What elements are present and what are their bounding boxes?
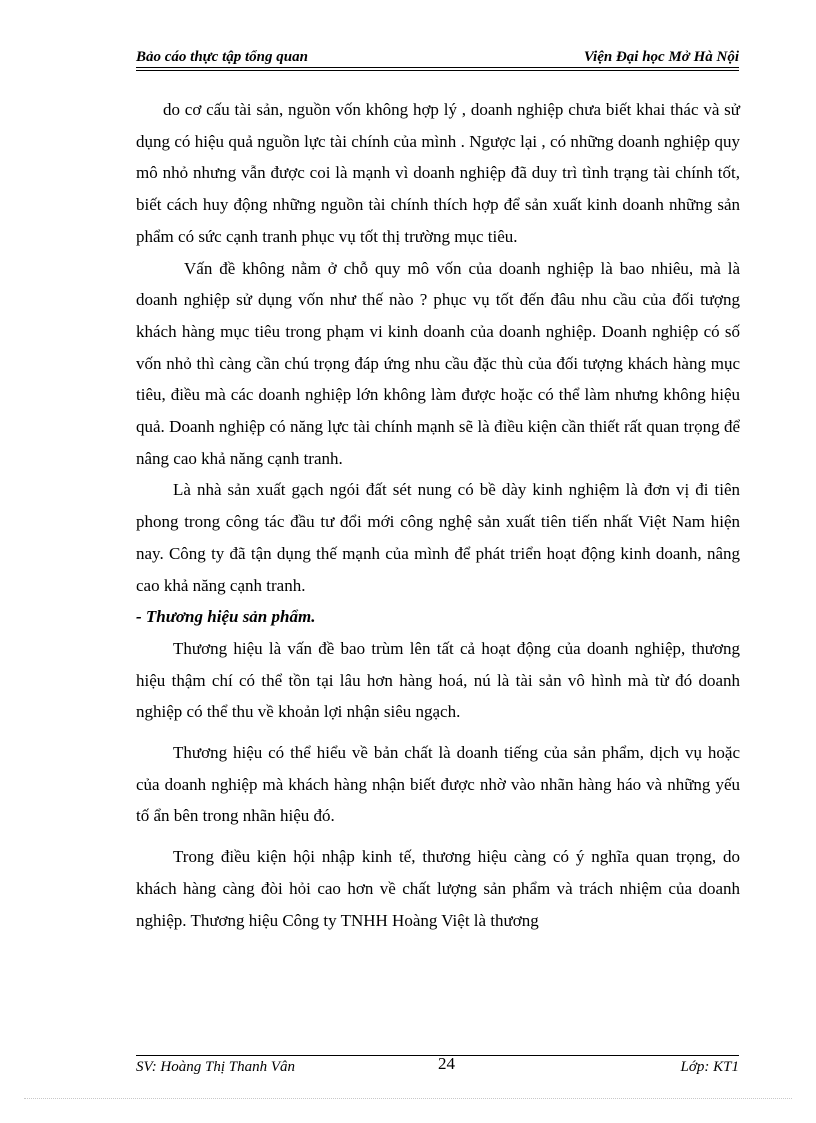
footer-student-name: SV: Hoàng Thị Thanh Vân bbox=[136, 1059, 296, 1075]
footer-class: Lớp: KT1 bbox=[680, 1059, 739, 1075]
header-institution: Viện Đại học Mở Hà Nội bbox=[583, 49, 739, 65]
page-number: 24 bbox=[438, 1054, 455, 1073]
page-bottom-dotted-line bbox=[24, 1098, 792, 1099]
page-header bbox=[136, 46, 739, 66]
paragraph-4: Thương hiệu là vấn đề bao trùm lên tất cả hoạt động của doanh nghiệp, thương hiệu thậm chí có thể tồn tại lâu hơn hàng hoá, nú là tài sản vô hình mà từ đó doanh nghiệp có thể thu về khoản lợi nhận siêu ngạch. bbox=[136, 638, 740, 722]
section-heading: - Thương hiệu sản phẩm. bbox=[136, 607, 316, 627]
paragraph-6: Trong điều kiện hội nhập kinh tế, thương hiệu càng có ý nghĩa quan trọng, do khách hàng càng đòi hỏi cao hơn về chất lượng sản phẩm và trách nhiệm của doanh nghiệp. Thương hiệu Công ty TNHH Hoàng Việt là thương bbox=[136, 847, 740, 930]
header-report-title: Bảo cáo thực tập tổng quan bbox=[136, 49, 308, 65]
paragraph-3: Là nhà sản xuất gạch ngói đất sét nung có bề dày kinh nghiệm là đơn vị đi tiên phong trong công tác đầu tư đổi mới công nghệ sản xuất tiên tiến nhất Việt Nam hiện nay. Công ty đã tận dụng thế mạnh của mình để phát triển hoạt động kinh doanh, nâng cao khả năng cạnh tranh. bbox=[136, 480, 740, 595]
paragraph-1: do cơ cấu tài sản, nguồn vốn không hợp lý , doanh nghiệp chưa biết khai thác và sử dụng có hiệu quả nguồn lực tài chính của mình . Ngược lại , có những doanh nghiệp quy mô nhỏ nhưng vẫn được coi là mạnh vì doanh nghiệp đã duy trì tình trạng tài chính tốt, biết cách huy động những nguồn tài chính thích hợp để sản xuất kinh doanh những sản phẩm có sức cạnh tranh phục vụ tốt thị trường mục tiêu. bbox=[136, 100, 740, 246]
paragraph-5: Thương hiệu có thể hiểu về bản chất là doanh tiếng của sản phẩm, dịch vụ hoặc của doanh nghiệp mà khách hàng nhận biết được nhờ vào nhãn hàng háo và những yếu tố ẩn bên trong nhãn hiệu đó. bbox=[136, 743, 740, 826]
header-rule bbox=[136, 67, 739, 71]
page-footer bbox=[136, 1054, 739, 1081]
paragraph-2: Vấn đề không nằm ở chỗ quy mô vốn của doanh nghiệp là bao nhiêu, mà là doanh nghiệp sử dụng vốn như thế nào ? phục vụ tốt đến đâu nhu cầu của đối tượng khách hàng mục tiêu trong phạm vi kinh doanh của doanh nghiệp. Doanh nghiệp có số vốn nhỏ thì càng cần chú trọng đáp ứng nhu cầu đặc thù của đối tượng khách hàng mục tiêu, điều mà các doanh nghiệp lớn không làm được hoặc có thể làm nhưng không hiệu quả. Doanh nghiệp có năng lực tài chính mạnh sẽ là điều kiện cần thiết rất quan trọng để nâng cao khả năng cạnh tranh. bbox=[136, 258, 740, 468]
body-text bbox=[136, 94, 740, 936]
